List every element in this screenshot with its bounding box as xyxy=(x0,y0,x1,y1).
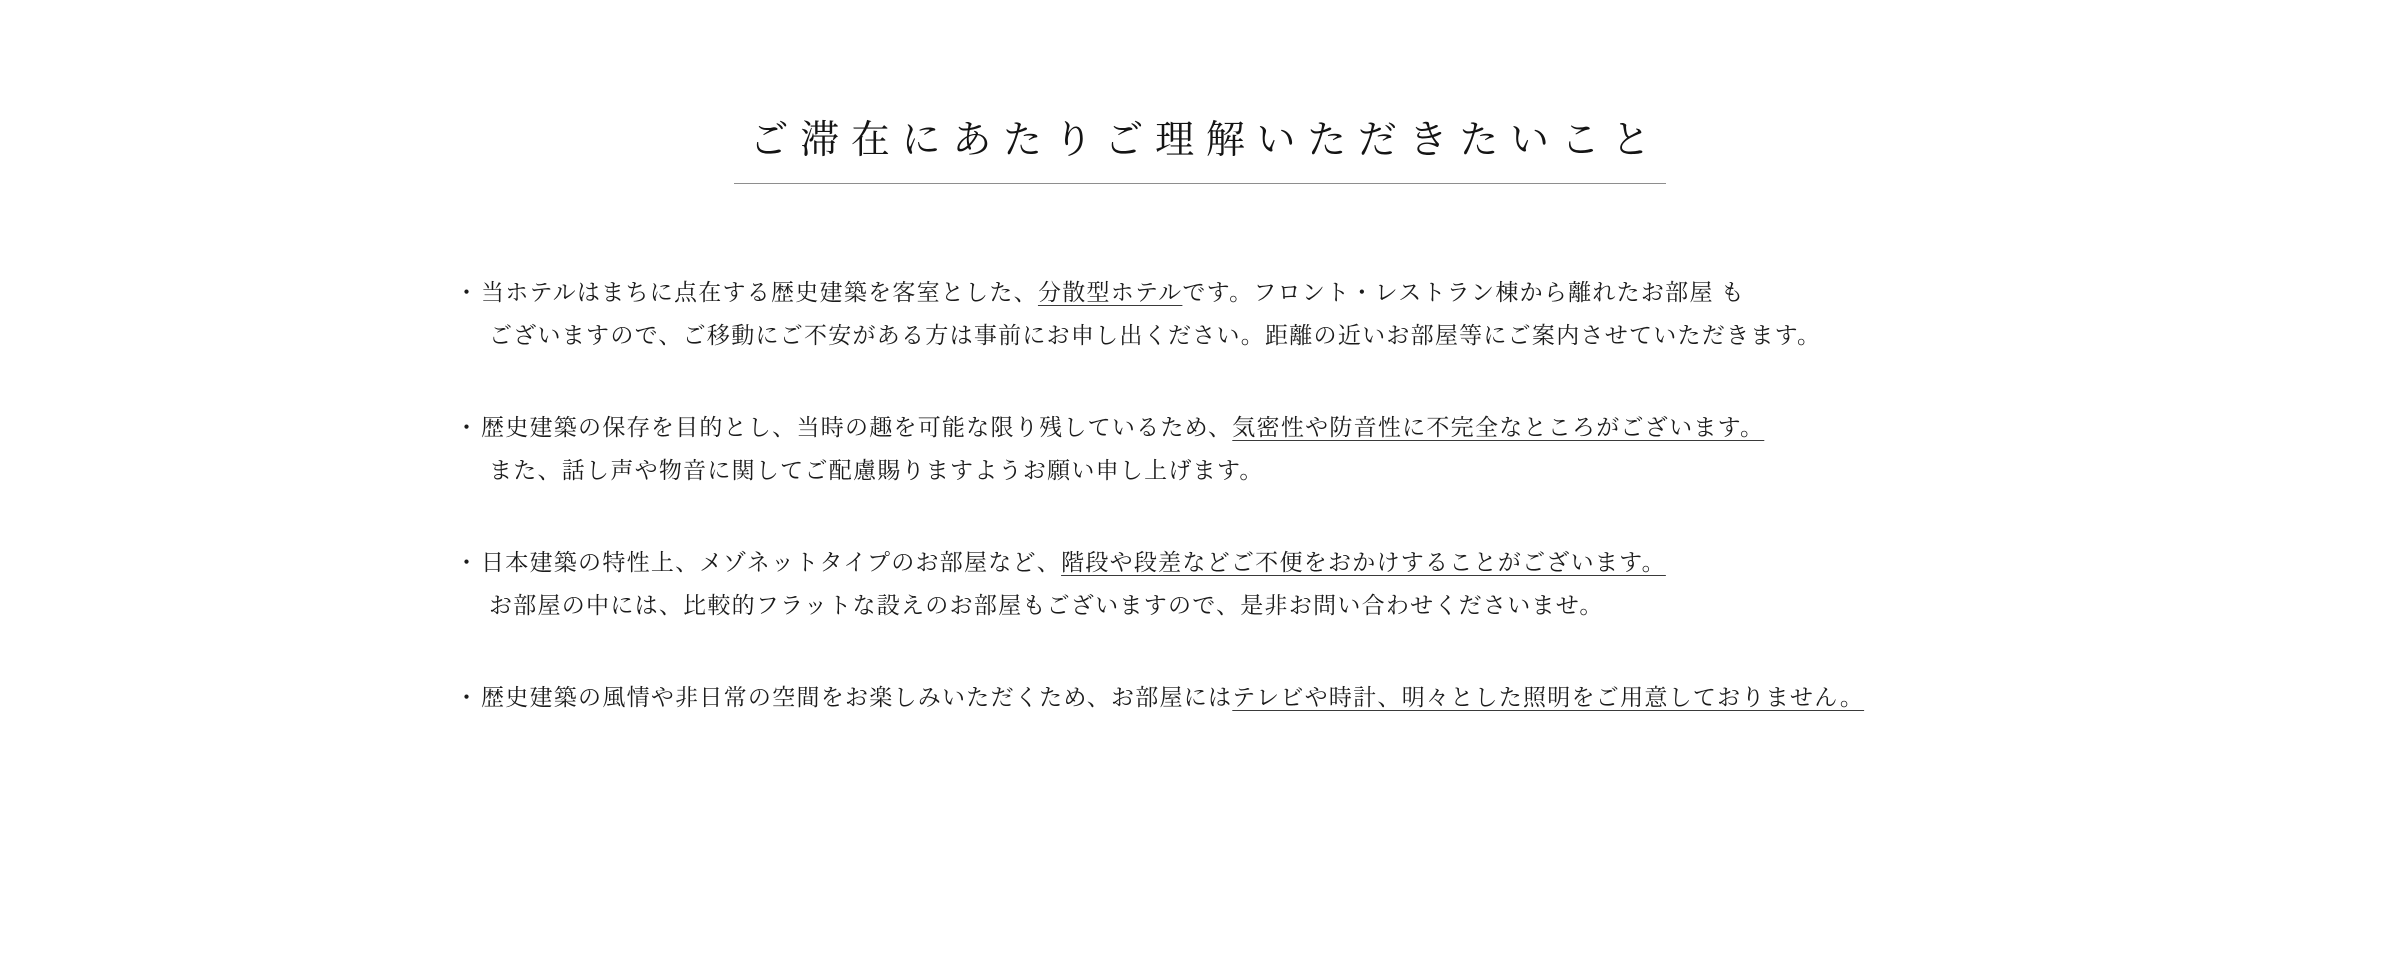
notice-line xyxy=(455,272,2075,315)
body-text: お部屋の中には、比較的フラットな設えのお部屋もございますので、是非お問い合わせくださいませ。 xyxy=(489,592,1604,618)
body-text: また、話し声や物音に関してご配慮賜りますようお願い申し上げます。 xyxy=(489,457,1264,483)
bullet-icon: ・ xyxy=(455,280,480,305)
notice-list xyxy=(455,272,2075,720)
page-title: ご滞在にあたりご理解いただきたいこと xyxy=(734,118,1666,184)
notice-item xyxy=(455,542,2075,627)
body-text: です。フロント・レストラン棟から離れたお部屋 も xyxy=(1182,280,1745,305)
notice-line xyxy=(455,407,2075,450)
bullet-icon: ・ xyxy=(455,550,480,576)
body-text: 歴史建築の風情や非日常の空間をお楽しみいただくため、お部屋には xyxy=(481,685,1233,711)
page-title-container xyxy=(0,118,2400,184)
bullet-icon: ・ xyxy=(455,415,480,441)
notice-line xyxy=(455,585,2075,628)
bullet-icon: ・ xyxy=(455,685,480,711)
notice-line xyxy=(455,450,2075,493)
notice-line xyxy=(455,542,2075,585)
notice-line xyxy=(455,315,2075,358)
emphasis-text: 分散型ホテル xyxy=(1037,280,1183,305)
notice-item xyxy=(455,407,2075,492)
emphasis-text: 気密性や防音性に不完全なところがございます。 xyxy=(1232,415,1765,441)
body-text: 歴史建築の保存を目的とし、当時の趣を可能な限り残しているため、 xyxy=(481,415,1233,441)
emphasis-text: 階段や段差などご不便をおかけすることがございます。 xyxy=(1061,550,1666,576)
notice-item xyxy=(455,677,2075,720)
notice-item xyxy=(455,272,2075,357)
emphasis-text: テレビや時計、明々とした照明をご用意しておりません。 xyxy=(1232,685,1865,711)
notice-line xyxy=(455,677,2075,720)
body-text: ございますので、ご移動にご不安がある方は事前にお申し出ください。距離の近いお部屋等にご案内させていただきます。 xyxy=(489,322,1822,348)
body-text: 当ホテルはまちに点在する歴史建築を客室とした、 xyxy=(481,280,1038,305)
body-text: 日本建築の特性上、メゾネットタイプのお部屋など、 xyxy=(481,550,1062,576)
